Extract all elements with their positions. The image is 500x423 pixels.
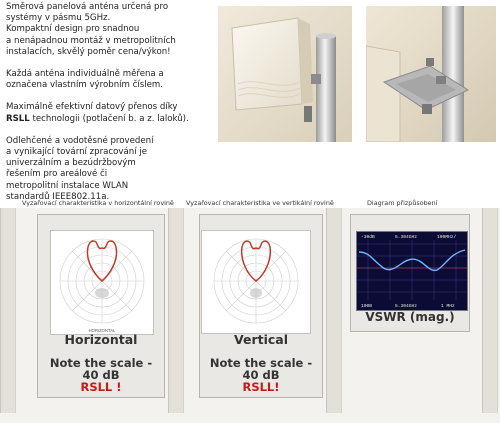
scale-note-line2: 40 dB [82,368,120,382]
intro-line: systémy v pásmu 5GHz. [6,13,111,24]
column-separator [168,208,184,413]
scale-note-line1: Note the scale - [49,356,153,370]
intro-line: a vynikající tovární zpracování je [6,147,147,158]
vswr-analyzer-screen [356,231,468,311]
intro-paragraph-2 [6,69,216,91]
intro-line: metropolitní instalace WLAN [6,180,129,191]
rsll-label: RSLL ! [80,380,122,394]
polar-diagram-vertical [202,231,310,333]
intro-paragraph-1 [6,2,216,58]
vertical-polar-plot [201,230,311,334]
column-separator [482,208,498,413]
antenna-photo-bracket [366,6,496,142]
scale-note-line1: Note the scale - [209,356,313,370]
intro-line: Odlehčené a vodotěsné provedení [6,135,154,146]
vertical-title: Vertical [233,332,289,347]
intro-paragraph-4 [6,136,216,203]
intro-line: Maximálně efektivní datový přenos díky [6,102,178,113]
antenna-front-image [218,6,352,142]
column-separator [0,208,16,413]
rsll-label: RSLL! [242,380,280,394]
column-separator [326,208,342,413]
caption-vswr: Diagram přizpůsobení [367,199,438,207]
scope-readout: 5.304GHz [395,235,418,240]
intro-line: univerzálním a bezúdržbovým [6,158,136,169]
polar-diagram-horizontal [51,231,153,334]
scope-readout: 100B [361,304,373,309]
antenna-photo-front [218,6,352,142]
vswr-card [350,214,470,332]
scope-readout: -30dB [361,235,375,240]
horizontal-polar-plot [50,230,154,335]
intro-line: Směrová panelová anténa určená pro [6,2,169,12]
scope-readout: 1 MHz [441,304,455,309]
scope-readout: 5.304GHz [395,304,418,309]
vswr-title: VSWR (mag.) [365,310,455,324]
vertical-pattern-card [199,214,323,398]
antenna-bracket-image [366,6,496,142]
caption-vertical: Vyzařovací charakteristika ve vertikální rovině [186,199,334,207]
intro-line: instalacích, skvělý poměr cena/výkon! [6,46,171,57]
intro-paragraph-3 [6,102,216,124]
intro-line: Kompaktní design pro snadnou [6,24,140,35]
intro-line: standardů IEEE802.11a. [6,191,110,202]
horizontal-pattern-card [37,214,165,398]
plot-label-horizontal: HORIZONTAL [88,328,116,333]
intro-line: a nenápadnou montáž v metropolitních [6,35,176,46]
caption-horizontal: Vyzařovací charakteristika v horizontální rovině [22,199,174,207]
intro-line: označena vlastním výrobním číslem. [6,80,163,91]
scope-readout: 100MHz/ [437,235,457,240]
intro-line: technologii (potlačení b. a z. laloků). [29,113,189,124]
rsll-bold: RSLL [6,113,30,124]
vswr-trace-plot [357,232,467,310]
horizontal-title: Horizontal [64,332,138,347]
scale-note-line2: 40 dB [242,368,280,382]
intro-line: řešením pro areálové či [6,169,108,180]
intro-line: Každá anténa individuálně měřena a [6,69,164,80]
intro-text [6,2,216,214]
